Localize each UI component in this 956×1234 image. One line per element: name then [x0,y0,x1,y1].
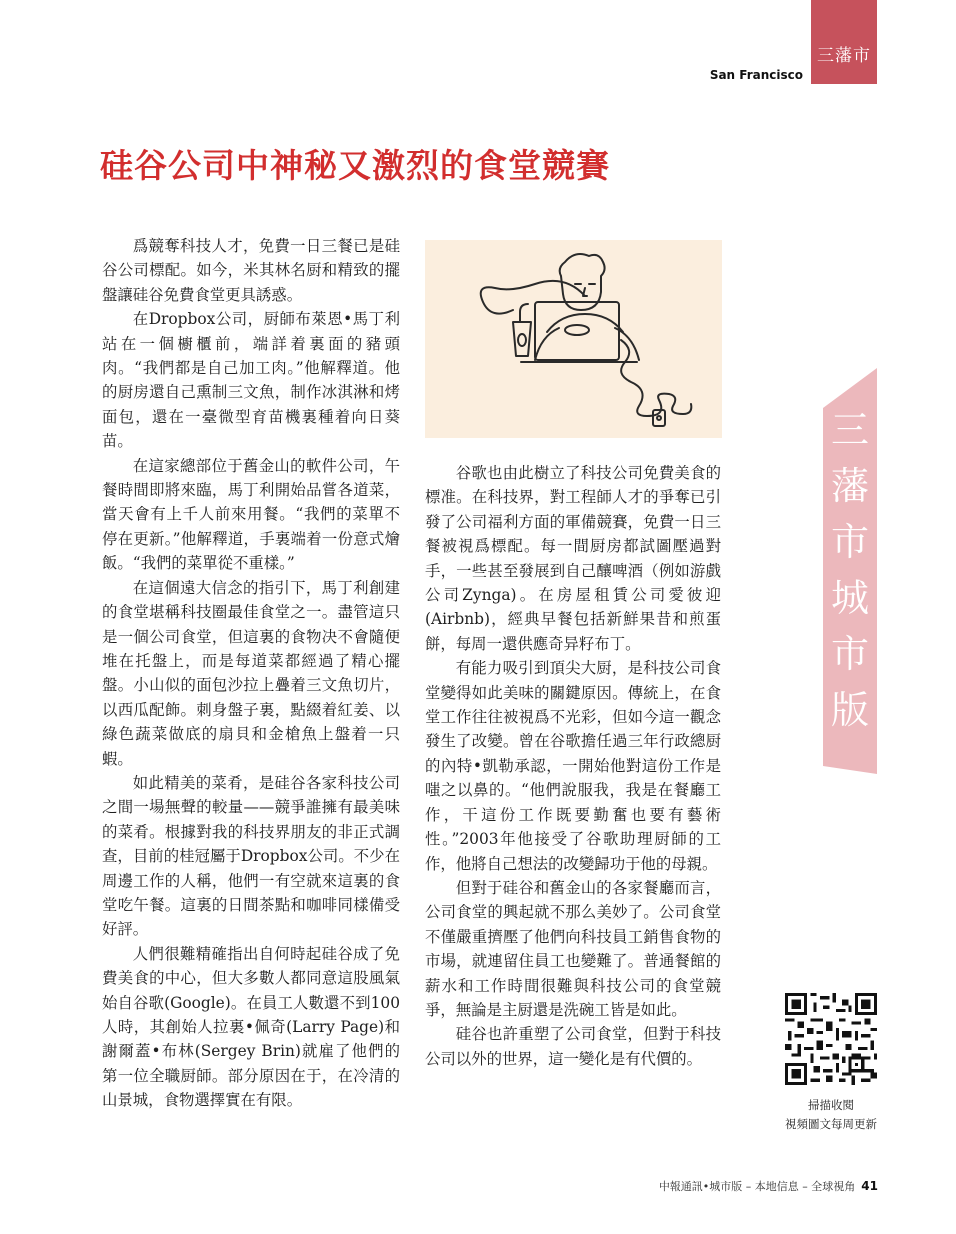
qr-code[interactable] [785,993,877,1085]
qr-code-image [785,993,877,1085]
paragraph: 在這家總部位于舊金山的軟件公司，午餐時間即將來臨，馬丁利開始品嘗各道菜，當天會有上千人前來用餐。“我們的菜單不停在更新。”他解釋道，手裏端着一份意式燴飯。“我們的菜單從不重樣。” [102,456,400,573]
side-banner-char: 城 [830,576,869,620]
side-banner-char: 市 [830,632,869,676]
article-illustration [425,240,722,438]
page-footer [560,1178,878,1194]
page-number: 41 [861,1179,878,1193]
paragraph: 如此精美的菜肴，是硅谷各家科技公司之間一場無聲的較量——競爭誰擁有最美味的菜肴。根據對我的科技界朋友的非正式調查，目前的桂冠屬于Dropbox公司。不少在周邊工作的人稱，他們一有空就來這裏的食堂吃午餐。這裏的日間茶點和咖啡同樣備受好評。 [102,773,400,939]
paragraph: 在Dropbox公司，厨師布萊恩•馬丁利站在一個櫥櫃前，端詳着裏面的豬頭肉。“我們都是自己加工肉。”他解釋道。他的厨房還自己熏制三文魚，制作冰淇淋和烤面包，還在一臺微型育苗機裏種着向日葵苗。 [102,310,400,451]
article-title: 硅谷公司中神秘又激烈的食堂競賽 [100,146,610,185]
side-banner-char: 三 [830,408,869,452]
qr-caption [765,1096,897,1134]
side-banner-char: 市 [830,520,869,564]
paragraph: 在這個遠大信念的指引下，馬丁利創建的食堂堪稱科技圈最佳食堂之一。盡管這只是一個公司食堂，但這裏的食物决不會隨便堆在托盤上，而是每道菜都經過了精心擺盤。小山似的面包沙拉上疊着三文魚切片，以西瓜配飾。刺身盤子裏，點綴着紅姜、以綠色蔬菜做底的扇貝和金槍魚上盤着一只蝦。 [102,578,400,768]
person-laptop-illustration [425,240,722,438]
paragraph: 有能力吸引到頂尖大厨，是科技公司食堂變得如此美味的關鍵原因。傳統上，在食堂工作往往被視爲不光彩，但如今這一觀念發生了改變。曾在谷歌擔任過三年行政總厨的內特•凱勒承認，一開始他對這份工作是嗤之以鼻的。“他們說服我，我是在餐廳工作，干這份工作既要勤奮也要有藝術性。”2003年他接受了谷歌助理厨師的工作，他將自己想法的改變歸功于他的母親。 [425,659,721,873]
qr-caption-line1: 掃描收閱 [808,1098,854,1112]
paragraph: 谷歌也由此樹立了科技公司免費美食的標准。在科技界，對工程師人才的爭奪已引發了公司福利方面的軍備競賽，免費一日三餐被視爲標配。每一間厨房都試圖壓過對手，一些甚至發展到自己釀啤酒（例如游戲公司Zynga)。在房屋租賃公司愛彼迎(Airbnb)，經典早餐包括新鮮果昔和煎蛋餅，每周一還供應奇异籽布丁。 [425,464,721,653]
section-tab-label: 三藩市 [817,45,871,66]
qr-caption-line2: 視頻圖文每周更新 [785,1117,877,1131]
paragraph: 人們很難精確指出自何時起硅谷成了免費美食的中心，但大多數人都同意這股風氣始自谷歌(Google)。在員工人數還不到100人時，其創始人拉裏•佩奇(Larry Page)和謝爾蓋•布林(Sergey Brin)就雇了他們的第一位全職厨師。部分原因在于，在冷清的山景城，食物選擇實在有限。 [102,944,400,1110]
side-banner-char: 版 [830,688,869,732]
article-column-right [425,461,721,1071]
side-banner-text [823,402,877,738]
article-column-left [102,234,400,1113]
city-name-en: San Francisco [709,68,803,82]
paragraph: 但對于硅谷和舊金山的各家餐廳而言，公司食堂的興起就不那么美妙了。公司食堂不僅嚴重擠壓了他們向科技員工銷售食物的市場，就連留住員工也變難了。普通餐館的薪水和工作時間很難與科技公司的食堂競爭，無論是主厨還是洗碗工皆是如此。 [425,878,721,1019]
section-tab [811,0,877,84]
paragraph: 硅谷也許重塑了公司食堂，但對于科技公司以外的世界，這一變化是有代價的。 [425,1025,721,1068]
side-banner-char: 藩 [830,464,869,508]
paragraph: 爲競奪科技人才，免費一日三餐已是硅谷公司標配。如今，米其林名厨和精致的擺盤讓硅谷免費食堂更具誘惑。 [102,237,400,304]
footer-text: 中報通訊•城市版 – 本地信息 – 全球視角 [658,1180,856,1193]
